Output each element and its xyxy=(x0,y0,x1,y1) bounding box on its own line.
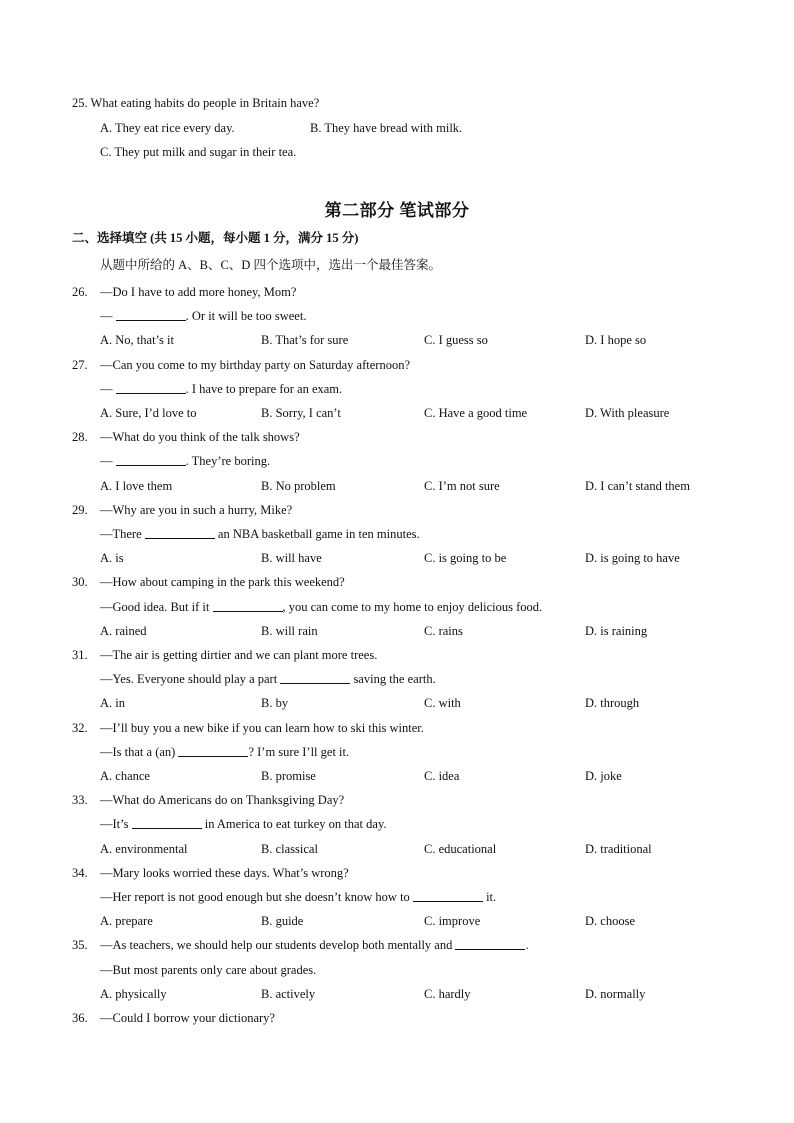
option-b: B. guide xyxy=(261,914,304,929)
option-b: B. Sorry, I can’t xyxy=(261,406,341,420)
option-b: B. No problem xyxy=(261,478,336,493)
option-c: C. I guess so xyxy=(424,333,488,348)
option-a: A. physically xyxy=(100,986,167,1001)
question-line-1: —Do I have to add more honey, Mom? xyxy=(100,285,297,299)
question-text: — xyxy=(100,309,116,324)
option-c: C. hardly xyxy=(424,986,471,1001)
option-c: C. improve xyxy=(424,914,481,929)
question-number: 26. xyxy=(72,285,88,299)
option-d: D. traditional xyxy=(585,841,652,856)
question-text: —Is that a (an) xyxy=(100,744,179,759)
option-d: D. is going to have xyxy=(585,551,680,566)
option-a: A. chance xyxy=(100,769,150,783)
question-text: . xyxy=(525,938,529,953)
question-line-1 xyxy=(100,937,529,953)
option-c: C. Have a good time xyxy=(424,406,528,420)
option-a: A. I love them xyxy=(100,478,173,493)
option-d: D. joke xyxy=(585,769,622,783)
q25-option-b: B. They have bread with milk. xyxy=(310,121,463,135)
question-text: . They’re boring. xyxy=(185,454,271,469)
option-c: C. is going to be xyxy=(424,551,507,566)
question-text: —Yes. Everyone should play a part xyxy=(100,672,281,687)
question-text: —Her report is not good enough but she doesn’t know how to xyxy=(100,890,413,904)
question-line-2 xyxy=(100,381,342,397)
answer-blank[interactable] xyxy=(280,671,350,684)
question-text: saving the earth. xyxy=(350,672,436,687)
option-d: D. through xyxy=(585,696,640,711)
question-line-1: —Can you come to my birthday party on Saturday afternoon? xyxy=(100,357,410,372)
question-text: —As teachers, we should help our students develop both mentally and xyxy=(100,938,456,953)
option-c: C. rains xyxy=(424,623,463,638)
option-c: C. I’m not sure xyxy=(424,478,500,493)
option-d: D. is raining xyxy=(585,623,648,638)
option-d: D. normally xyxy=(585,986,646,1001)
question-text: it. xyxy=(482,890,497,904)
option-a: A. rained xyxy=(100,623,147,638)
question-text: , you can come to my home to enjoy delicious food. xyxy=(282,599,543,614)
question-number: 32. xyxy=(72,720,88,735)
q25-option-c: C. They put milk and sugar in their tea. xyxy=(100,145,297,159)
q25-stem xyxy=(72,95,319,111)
question-number: 31. xyxy=(72,648,88,662)
question-number: 28. xyxy=(72,430,88,445)
question-line-1: —What do Americans do on Thanksgiving Day? xyxy=(100,793,345,808)
question-number: 30. xyxy=(72,575,88,590)
option-b: B. will rain xyxy=(261,623,318,638)
option-b: B. promise xyxy=(261,769,316,783)
option-a: A. environmental xyxy=(100,841,188,856)
option-a: A. is xyxy=(100,551,124,566)
option-b: B. That’s for sure xyxy=(261,333,349,348)
question-number: 34. xyxy=(72,865,88,880)
answer-blank[interactable] xyxy=(145,526,215,539)
question-line-2 xyxy=(100,308,306,324)
question-line-2 xyxy=(100,744,349,760)
question-line-2: —But most parents only care about grades. xyxy=(100,962,317,977)
question-line-2 xyxy=(100,453,270,469)
question-text: — xyxy=(100,454,116,469)
answer-blank[interactable] xyxy=(455,937,525,950)
option-a: A. Sure, I’d love to xyxy=(100,406,197,420)
question-line-1: —Could I borrow your dictionary? xyxy=(100,1011,275,1025)
question-text: . I have to prepare for an exam. xyxy=(185,381,343,396)
answer-blank[interactable] xyxy=(213,599,283,612)
question-text: . Or it will be too sweet. xyxy=(185,309,307,324)
option-d: D. I hope so xyxy=(585,333,647,348)
question-text: —There xyxy=(100,527,145,541)
question-number: 27. xyxy=(72,357,88,372)
answer-blank[interactable] xyxy=(413,889,483,902)
question-number: 35. xyxy=(72,938,88,953)
question-line-2 xyxy=(100,599,542,615)
question-text: in America to eat turkey on that day. xyxy=(201,817,387,832)
question-text: ? I’m sure I’ll get it. xyxy=(248,744,350,759)
option-b: B. by xyxy=(261,696,289,711)
question-line-1: —The air is getting dirtier and we can plant more trees. xyxy=(100,648,378,662)
option-b: B. will have xyxy=(261,551,322,566)
option-a: A. prepare xyxy=(100,914,153,929)
q25-number: 25. xyxy=(72,96,88,110)
question-line-1: —What do you think of the talk shows? xyxy=(100,430,300,445)
question-line-1: —How about camping in the park this weekend? xyxy=(100,575,345,590)
question-line-1: —Mary looks worried these days. What’s wrong? xyxy=(100,865,349,880)
question-number: 29. xyxy=(72,502,88,517)
option-d: D. With pleasure xyxy=(585,406,670,420)
part-title: 第二部分 笔试部分 xyxy=(324,201,470,220)
option-b: B. actively xyxy=(261,986,316,1001)
question-number: 36. xyxy=(72,1011,88,1025)
option-b: B. classical xyxy=(261,841,318,856)
option-d: D. choose xyxy=(585,914,635,929)
question-line-2 xyxy=(100,889,496,905)
answer-blank[interactable] xyxy=(132,816,202,829)
question-line-2 xyxy=(100,526,420,542)
answer-blank[interactable] xyxy=(116,381,186,394)
option-a: A. No, that’s it xyxy=(100,333,174,348)
answer-blank[interactable] xyxy=(116,308,186,321)
question-line-2 xyxy=(100,671,436,687)
option-c: C. with xyxy=(424,696,461,711)
question-line-1: —I’ll buy you a new bike if you can learn how to ski this winter. xyxy=(100,720,424,735)
option-a: A. in xyxy=(100,696,125,711)
question-text: — xyxy=(100,381,116,396)
q25-option-a: A. They eat rice every day. xyxy=(100,121,235,135)
question-line-1: —Why are you in such a hurry, Mike? xyxy=(100,502,293,517)
question-number: 33. xyxy=(72,793,88,808)
option-c: C. educational xyxy=(424,841,497,856)
question-text: —Good idea. But if it xyxy=(100,599,213,614)
section-heading: 二、选择填空 (共 15 小题，每小题 1 分，满分 15 分) xyxy=(72,231,359,245)
question-text: —It’s xyxy=(100,817,132,832)
question-line-2 xyxy=(100,816,387,832)
question-text: an NBA basketball game in ten minutes. xyxy=(214,527,420,541)
q25-question: What eating habits do people in Britain have? xyxy=(90,96,320,110)
answer-blank[interactable] xyxy=(116,453,186,466)
section-instruction: 从题中所给的 A、B、C、D 四个选项中，选出一个最佳答案。 xyxy=(100,258,441,272)
option-d: D. I can’t stand them xyxy=(585,478,690,493)
option-c: C. idea xyxy=(424,769,460,783)
answer-blank[interactable] xyxy=(178,744,248,757)
